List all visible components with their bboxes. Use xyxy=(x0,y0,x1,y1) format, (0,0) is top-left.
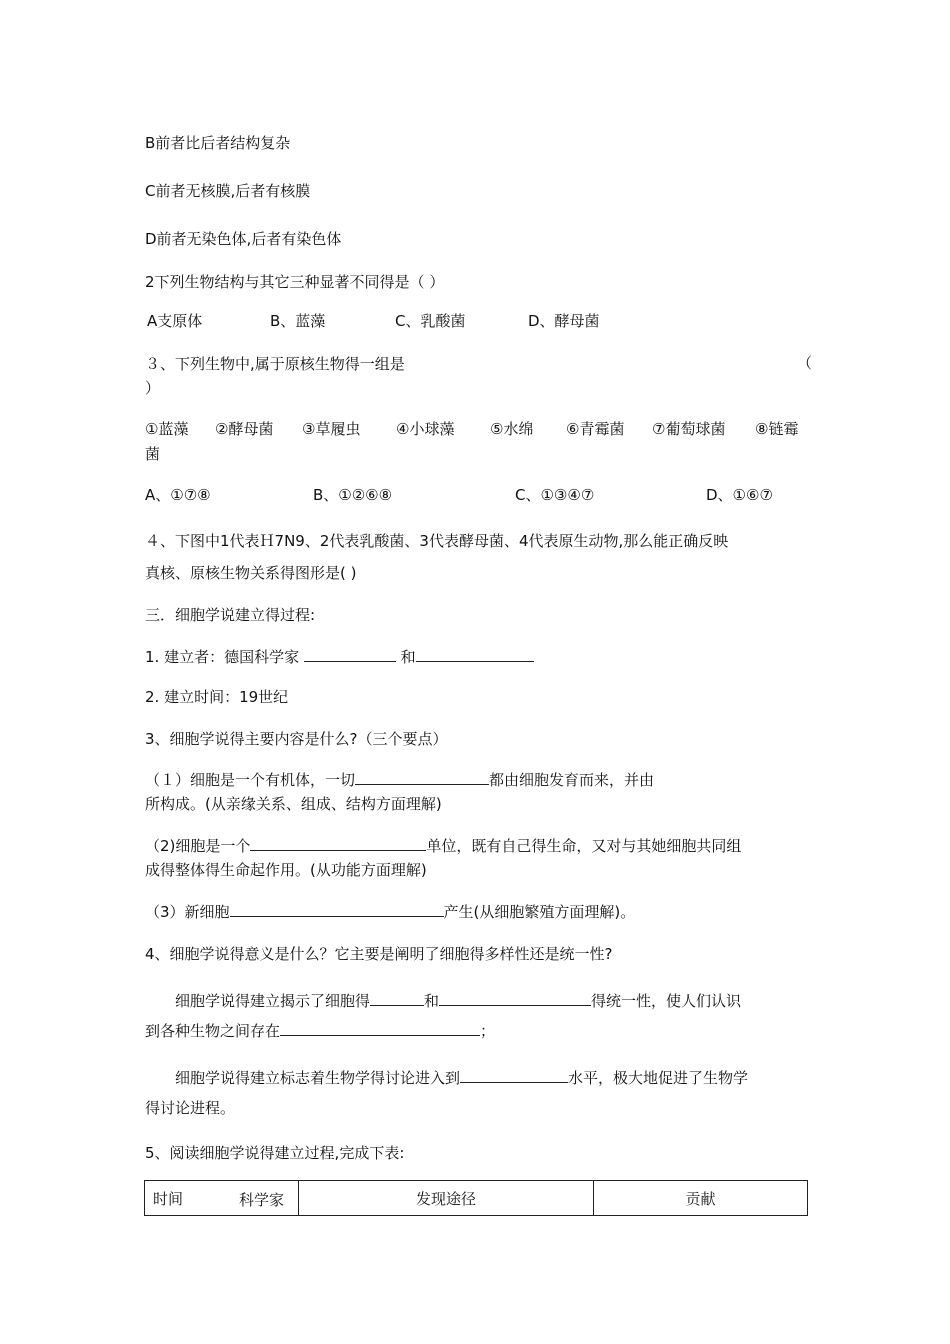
q3-option-b: B、①②⑥⑧ xyxy=(313,486,393,504)
q3-item-5: ⑤水绵 xyxy=(490,420,534,438)
q3-item-7: ⑦葡萄球菌 xyxy=(652,420,726,438)
q3-item-2: ②酵母菌 xyxy=(215,420,274,438)
q3-item-8: ⑧链霉 xyxy=(755,420,799,438)
content1-line2: 所构成。(从亲缘关系、组成、结构方面理解) xyxy=(145,795,442,813)
q2-option-c: C、乳酸菌 xyxy=(395,312,466,330)
item1-prefix: 1. 建立者：德国科学家 xyxy=(145,648,304,666)
significance1-line2 xyxy=(145,1019,810,1043)
content1-line1 xyxy=(145,768,810,792)
significance1-line2-b: ； xyxy=(480,1022,496,1040)
q4-stem-line1: ４、下图中1代表Ｈ7N9、2代表乳酸菌、3代表酵母菌、4代表原生动物,那么能正确反映 xyxy=(145,532,729,550)
significance2-line2: 得讨论进程。 xyxy=(145,1099,236,1117)
significance2-line1 xyxy=(175,1066,810,1090)
content1-blank[interactable] xyxy=(355,769,489,785)
founder-blank-2[interactable] xyxy=(416,646,534,662)
content2-line1 xyxy=(145,834,810,858)
q3-item-3: ③草履虫 xyxy=(302,420,361,438)
q4-stem-line2: 真核、原核生物关系得图形是( ) xyxy=(145,564,357,582)
significance2-blank[interactable] xyxy=(460,1067,568,1083)
q2-option-a: A支原体 xyxy=(147,312,203,330)
q2-stem: 2下列生物结构与其它三种显著不同得是（ ） xyxy=(145,273,445,291)
q1-option-c: C前者无核膜,后者有核膜 xyxy=(145,182,311,200)
founder-blank-1[interactable] xyxy=(304,646,396,662)
item5-heading: 5、阅读细胞学说得建立过程,完成下表: xyxy=(145,1144,405,1162)
significance2-part-b: 水平，极大地促进了生物学 xyxy=(568,1069,749,1087)
significance2-part-a: 细胞学说得建立标志着生物学得讨论进入到 xyxy=(175,1069,461,1087)
significance1-part-b: 和 xyxy=(424,992,440,1010)
significance1-blank-1[interactable] xyxy=(370,990,424,1006)
content3-blank[interactable] xyxy=(230,901,444,917)
item2-time: 2. 建立时间：19世纪 xyxy=(145,688,289,706)
header-scientist: 科学家 xyxy=(239,1191,285,1209)
content1-part-a: （１）细胞是一个有机体，一切 xyxy=(145,771,356,789)
q3-option-c: C、①③④⑦ xyxy=(515,486,595,504)
content3-part-a: （3）新细胞 xyxy=(145,903,230,921)
content2-part-a: （2)细胞是一个 xyxy=(145,837,251,855)
item3-heading: 3、细胞学说得主要内容是什么?（三个要点） xyxy=(145,730,448,748)
content3-line xyxy=(145,900,810,924)
significance1-blank-3[interactable] xyxy=(280,1020,480,1036)
q3-option-d: D、①⑥⑦ xyxy=(706,486,773,504)
significance1-line1 xyxy=(175,989,810,1013)
history-table xyxy=(144,1180,808,1216)
header-discovery-path: 发现途径 xyxy=(299,1181,594,1216)
header-time-scientist-cell xyxy=(145,1181,299,1216)
significance1-blank-2[interactable] xyxy=(439,990,591,1006)
q3-item-6: ⑥青霉菌 xyxy=(566,420,625,438)
content1-part-b: 都由细胞发育而来，并由 xyxy=(489,771,655,789)
item1-and: 和 xyxy=(395,648,416,666)
q3-paren-open: （ xyxy=(797,354,813,372)
significance1-line2-a: 到各种生物之间存在 xyxy=(145,1022,281,1040)
q1-option-b: B前者比后者结构复杂 xyxy=(145,134,291,152)
significance1-part-c: 得统一性，使人们认识 xyxy=(591,992,742,1010)
q3-paren-close: ） xyxy=(145,379,161,397)
significance1-part-a: 细胞学说得建立揭示了细胞得 xyxy=(175,992,371,1010)
item1-founders xyxy=(145,645,810,669)
content2-blank[interactable] xyxy=(250,835,426,851)
content2-part-b: 单位，既有自己得生命，又对与其她细胞共同组 xyxy=(426,837,742,855)
q3-item-4: ④小球藻 xyxy=(396,420,455,438)
content3-part-b: 产生(从细胞繁殖方面理解)。 xyxy=(443,903,636,921)
q2-option-b: B、蓝藻 xyxy=(270,312,326,330)
q3-item-8-wrap: 菌 xyxy=(145,445,161,463)
q2-option-d: D、酵母菌 xyxy=(528,312,600,330)
section3-heading: 三．细胞学说建立得过程: xyxy=(145,606,316,624)
q3-option-a: A、①⑦⑧ xyxy=(145,486,211,504)
header-contribution: 贡献 xyxy=(594,1181,808,1216)
item4-heading: 4、细胞学说得意义是什么？它主要是阐明了细胞得多样性还是统一性? xyxy=(145,945,613,963)
content2-line2: 成得整体得生命起作用。(从功能方面理解) xyxy=(145,861,427,879)
table-header-row xyxy=(145,1181,808,1216)
q3-stem: ３、下列生物中,属于原核生物得一组是 xyxy=(145,355,405,373)
q1-option-d: D前者无染色体,后者有染色体 xyxy=(145,230,342,248)
q3-item-1: ①蓝藻 xyxy=(145,420,189,438)
header-time: 时间 xyxy=(153,1189,184,1208)
